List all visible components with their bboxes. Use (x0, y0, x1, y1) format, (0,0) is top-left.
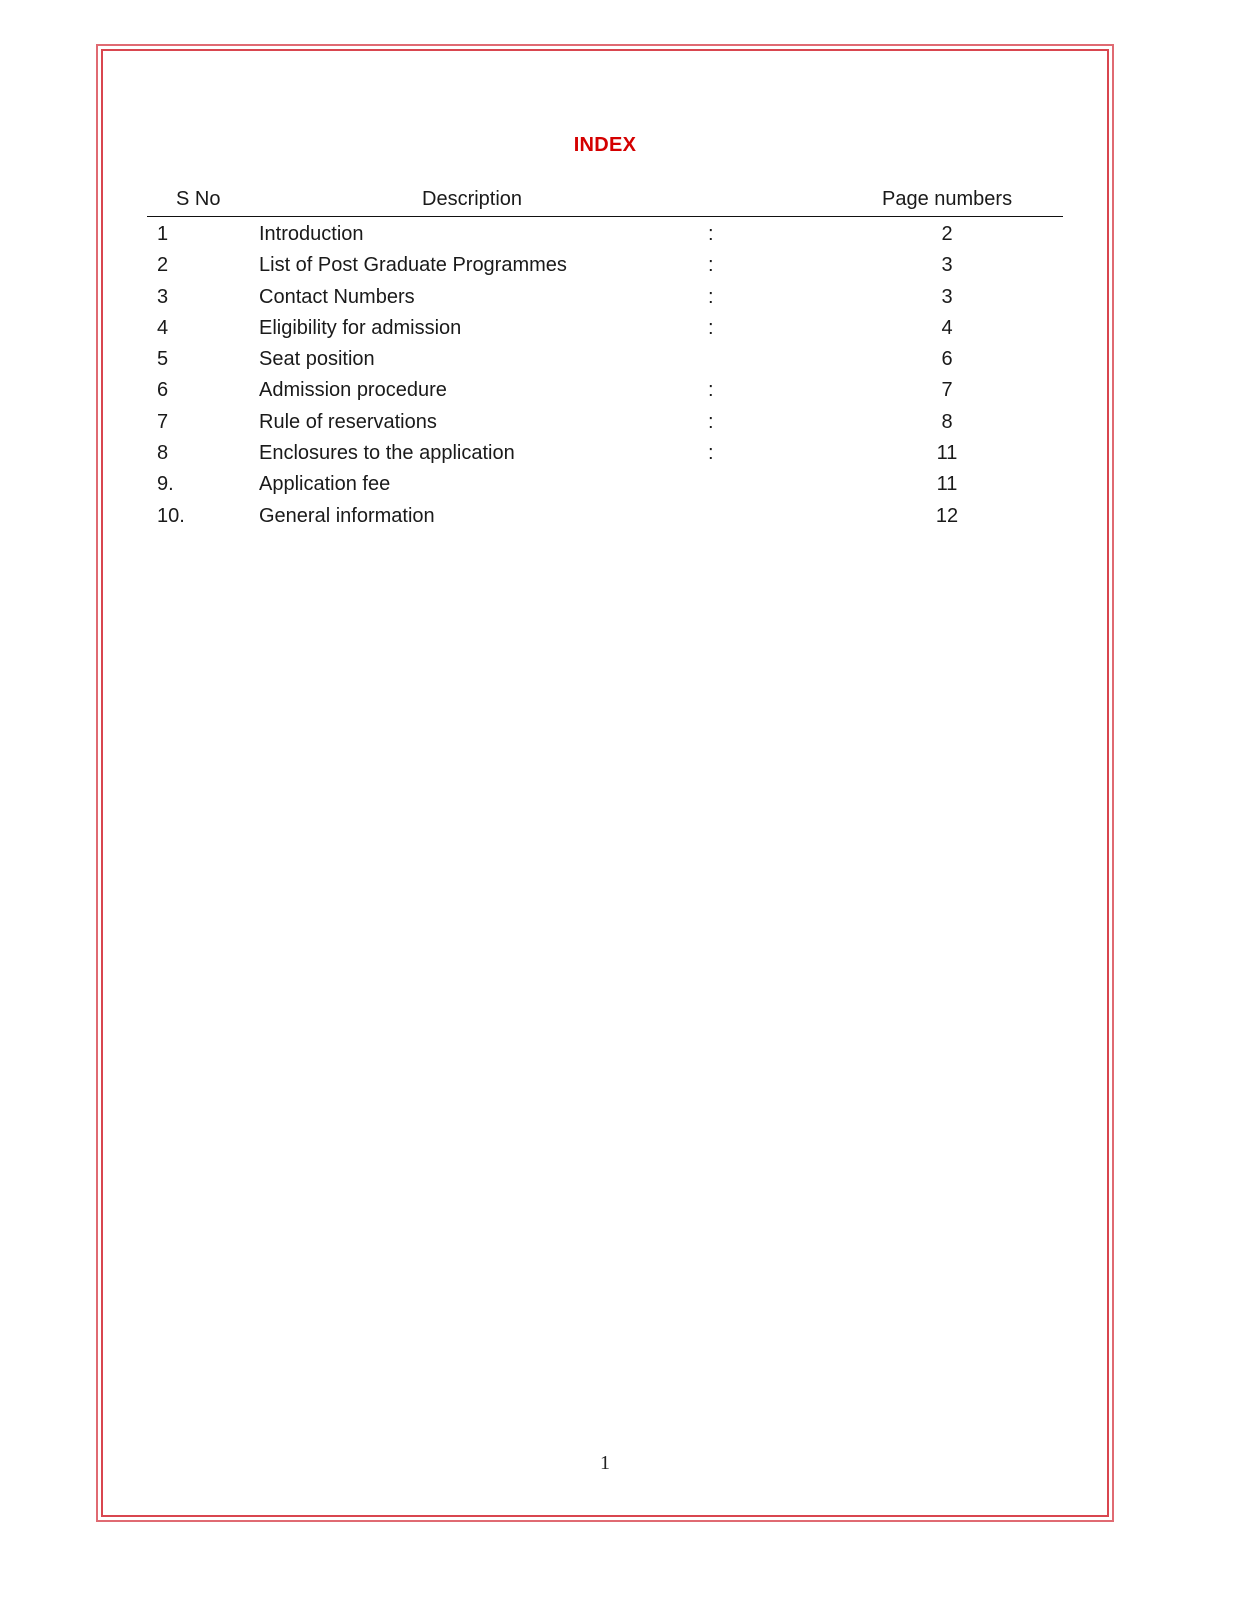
row-colon: : (708, 316, 714, 339)
row-colon: : (708, 442, 714, 465)
row-sno: 9. (157, 473, 174, 496)
header-sno: S No (176, 188, 221, 210)
table-row (0, 376, 1237, 407)
row-colon: : (708, 223, 714, 245)
table-row (0, 439, 1237, 470)
row-page: 8 (941, 410, 953, 433)
table-row (0, 283, 1237, 314)
row-colon: : (708, 285, 714, 308)
row-description: Contact Numbers (259, 285, 415, 308)
row-sno: 6 (157, 379, 169, 402)
row-page: 3 (941, 254, 953, 277)
index-title: INDEX (573, 134, 637, 156)
row-description: Enclosures to the application (259, 442, 515, 465)
page-number: 1 (600, 1452, 610, 1474)
table-row (0, 314, 1237, 345)
row-page: 12 (935, 504, 959, 527)
row-colon: : (708, 379, 714, 402)
row-page: 7 (941, 379, 953, 402)
table-row (0, 251, 1237, 282)
row-sno: 4 (157, 316, 169, 339)
table-row (0, 470, 1237, 501)
row-colon: : (708, 410, 714, 433)
row-description: Rule of reservations (259, 410, 437, 433)
row-description: Introduction (259, 223, 364, 245)
row-page: 4 (941, 316, 953, 339)
row-sno: 5 (157, 348, 169, 371)
table-row (0, 345, 1237, 376)
row-description: Seat position (259, 348, 375, 371)
row-sno: 1 (157, 223, 169, 245)
row-page: 11 (936, 442, 958, 465)
row-sno: 8 (157, 442, 169, 465)
row-sno: 10. (157, 504, 185, 527)
table-row (0, 220, 1237, 251)
header-rule (147, 216, 1063, 217)
row-description: Application fee (259, 473, 391, 496)
row-sno: 2 (157, 254, 169, 277)
index-table (0, 220, 1237, 533)
row-page: 3 (941, 285, 953, 308)
row-description: List of Post Graduate Programmes (259, 254, 567, 277)
row-page: 6 (941, 348, 953, 371)
row-description: General information (259, 504, 435, 527)
table-header (0, 188, 1237, 216)
table-row (0, 408, 1237, 439)
row-description: Eligibility for admission (259, 316, 462, 339)
row-page: 2 (941, 223, 953, 245)
row-colon: : (708, 254, 714, 277)
header-description: Description (422, 188, 523, 210)
table-row (0, 502, 1237, 533)
row-sno: 3 (157, 285, 169, 308)
row-sno: 7 (157, 410, 169, 433)
row-description: Admission procedure (259, 379, 447, 402)
row-page: 11 (936, 473, 958, 496)
header-page-numbers: Page numbers (882, 188, 1013, 210)
